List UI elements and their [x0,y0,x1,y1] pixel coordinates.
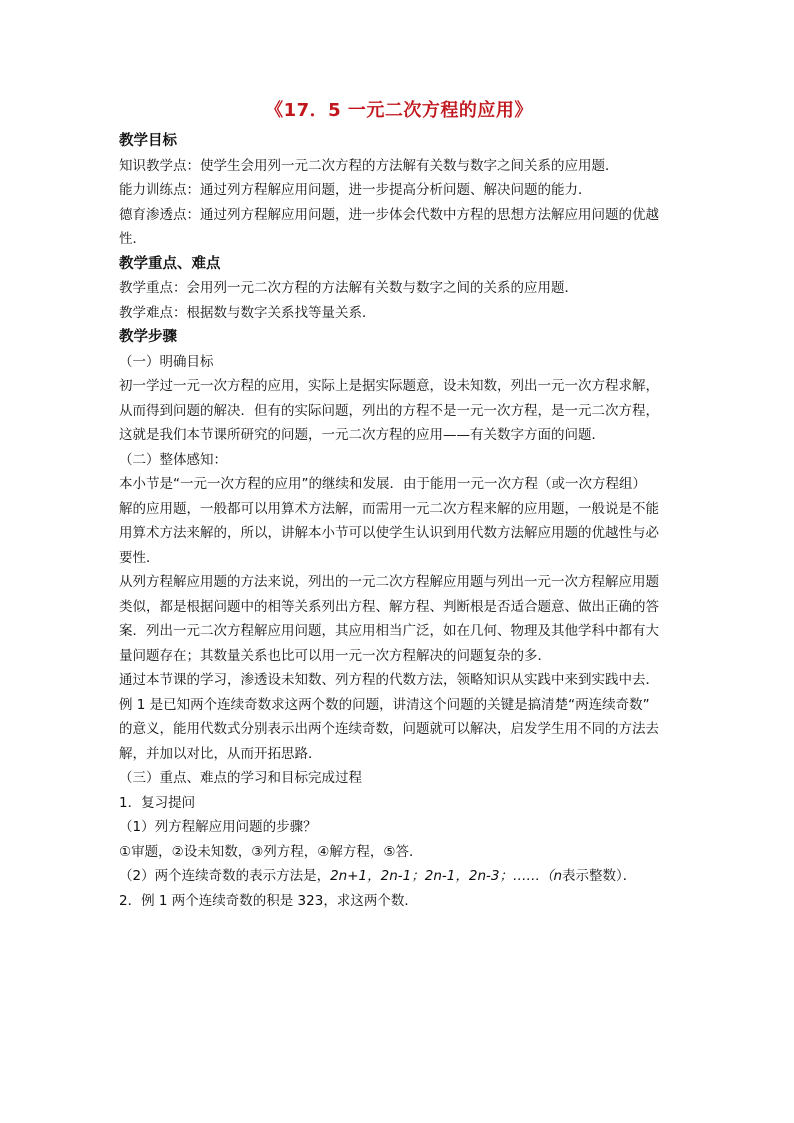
step-1-heading: （一）明确目标 [119,353,214,370]
step-2-heading: （二）整体感知： [119,451,227,468]
step-2-p3-line: 解，并加以对比，从而开拓思路． [119,745,322,762]
step-2-p3-line: 通过本节课的学习，渗透设未知数、列方程的代数方法，领略知识从实践中来到实践中去． [119,672,659,688]
goal-knowledge: 知识教学点：使学生会用列一元二次方程的方法解有关数与数字之间关系的应用题． [119,157,619,174]
step-1-line: 这就是我们本节课所研究的问题，一元二次方程的应用——有关数字方面的问题． [119,427,605,443]
step-2-p3-line: 例 1 是已知两个连续奇数求这两个数的问题，讲清这个问题的关键是搞清楚“两连续奇数” [119,696,650,713]
goal-moral-line-1: 德育渗透点：通过列方程解应用问题，进一步体会代数中方程的思想方法解应用问题的优越 [119,206,659,223]
section-heading-key-points: 教学重点、难点 [119,255,221,272]
example-1: 2．例 1 两个连续奇数的积是 323，求这两个数． [119,892,418,909]
step-2-p2-line: 案．列出一元二次方程解应用问题，其应用相当广泛，如在几何、物理及其他学科中都有大 [119,623,659,639]
document-page [119,97,679,913]
step-2-p2-line: 类似，都是根据问题中的相等关系列出方程、解方程、判断根是否适合题意、做出正确的答 [119,598,659,615]
review-question-1: （1）列方程解应用问题的步骤？ [119,819,317,835]
q2-suffix: 表示整数）． [562,868,637,884]
step-2-p1-line: 本小节是“一元一次方程的应用”的继续和发展．由于能用一元一次方程（或一次方程组） [119,476,646,492]
review-heading: 1．复习提问 [119,794,196,811]
key-point: 教学重点：会用列一元二次方程的方法解有关数与数字之间的关系的应用题． [119,280,578,296]
step-1-line: 从而得到问题的解决．但有的实际问题，列出的方程不是一元一次方程，是一元二次方程， [119,402,659,419]
document-title: 《17．5 一元二次方程的应用》 [265,100,533,121]
q2-variable: n [553,868,563,884]
step-2-p1-line: 要性． [119,549,160,566]
section-heading-goals: 教学目标 [119,133,177,149]
review-answer-1: ①审题，②设未知数，③列方程，④解方程，⑤答． [119,843,423,860]
section-heading-steps: 教学步骤 [119,329,177,345]
q2-prefix: （2）两个连续奇数的表示方法是， [119,868,331,884]
step-2-p2-line: 从列方程解应用题的方法来说，列出的一元二次方程解应用题与列出一元一次方程解应用题 [119,574,659,590]
goal-ability: 能力训练点：通过列方程解应用问题，进一步提高分析问题、解决问题的能力． [119,182,592,198]
review-question-2 [119,864,679,889]
step-3-heading: （三）重点、难点的学习和目标完成过程 [119,770,362,786]
difficulty-point: 教学难点：根据数与数字关系找等量关系． [119,304,376,321]
q2-expression: 2n+1，2n-1；2n-1，2n-3；……（ [330,868,554,884]
step-2-p2-line: 量问题存在；其数量关系也比可以用一元一次方程解决的问题复杂的多． [119,647,551,664]
goal-moral-line-2: 性． [119,231,146,247]
step-2-p1-line: 用算术方法来解的，所以，讲解本小节可以使学生认识到用代数方法解应用题的优越性与必 [119,525,659,541]
step-2-p3-line: 的意义，能用代数式分别表示出两个连续奇数，问题就可以解决，启发学生用不同的方法去 [119,721,659,737]
step-1-line: 初一学过一元一次方程的应用，实际上是据实际题意，设未知数，列出一元一次方程求解， [119,378,659,394]
step-2-p1-line: 解的应用题，一般都可以用算术方法解，而需用一元二次方程来解的应用题，一般说是不能 [119,500,659,517]
